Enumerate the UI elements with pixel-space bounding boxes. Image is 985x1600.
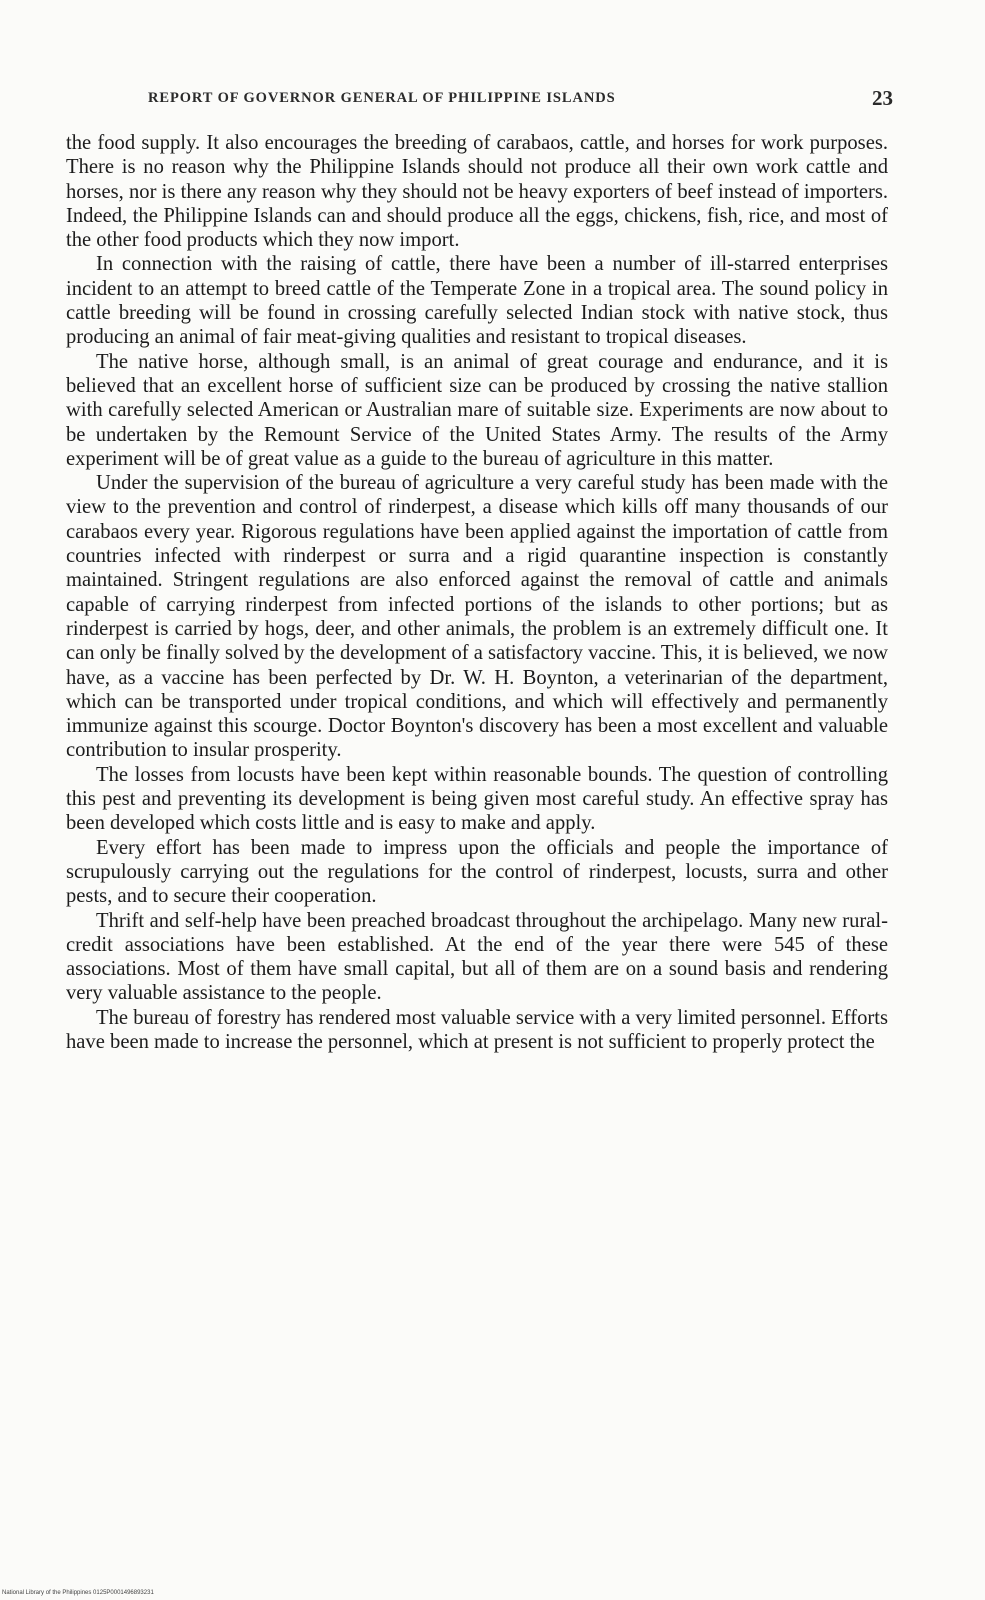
- paragraph-native-horse: The native horse, although small, is an animal of great courage and endurance, and it is believed that an excellent horse of sufficient size can be produced by crossing the native stallion with carefully selected American or Australian mare of suitable size. Experiments are now about to be undertaken by the Remount Service of the United States Army. The results of the Army experiment will be of great value as a guide to the bureau of agriculture in this matter.: [66, 350, 888, 470]
- paragraph-forestry: The bureau of forestry has rendered most valuable service with a very limited personnel. Efforts have been made to increase the personnel, which at present is not sufficient to properly protect the: [66, 1006, 888, 1053]
- running-head: REPORT OF GOVERNOR GENERAL OF PHILIPPINE ISLANDS: [148, 90, 616, 106]
- paragraph-rinderpest: Under the supervision of the bureau of agriculture a very careful study has been made with the view to the prevention and control of rinderpest, a disease which kills off many thousands of our carabaos every year. Rigorous regulations have been applied against the importation of cattle from countries infected with rinderpest or surra and a rigid quarantine inspection is constantly maintained. Stringent regulations are also enforced against the removal of cattle and animals capable of carrying rinderpest from infected portions of the islands to other portions; but as rinderpest is carried by hogs, deer, and other animals, the problem is an extremely difficult one. It can only be finally solved by the development of a satisfactory vaccine. This, it is believed, we now have, as a vaccine has been perfected by Dr. W. H. Boynton, a veterinarian of the department, which can be transported under tropical conditions, and which will effectively and permanently immunize against this scourge. Doctor Boynton's discovery has been a most excellent and valuable contribution to insular prosperity.: [66, 472, 888, 762]
- body-text: [66, 131, 888, 1054]
- page-number: 23: [872, 86, 893, 110]
- paragraph-cattle-raising: In connection with the raising of cattle, there have been a number of ill-starred enterprises incident to an attempt to breed cattle of the Temperate Zone in a tropical area. The sound policy in cattle breeding will be found in crossing carefully selected Indian stock with native stock, thus producing an animal of fair meat-giving qualities and resistant to tropical diseases.: [66, 253, 888, 349]
- page-header: [148, 86, 893, 112]
- paragraph-rural-credit: Thrift and self-help have been preached broadcast throughout the archipelago. Many new rural-credit associations have been established. At the end of the year there were 545 of these associations. Most of them have small capital, but all of them are on a sound basis and rendering very valuable assistance to the people.: [66, 909, 888, 1005]
- scan-footer-note: National Library of the Philippines 0125P0001496893231: [2, 1590, 154, 1596]
- paragraph-locusts: The losses from locusts have been kept within reasonable bounds. The question of controlling this pest and preventing its development is being given most careful study. An effective spray has been developed which costs little and is easy to make and apply.: [66, 763, 888, 835]
- paragraph-food-supply: the food supply. It also encourages the breeding of carabaos, cattle, and horses for work purposes. There is no reason why the Philippine Islands should not produce all their own work cattle and horses, nor is there any reason why they should not be heavy exporters of beef instead of importers. Indeed, the Philippine Islands can and should produce all the eggs, chickens, fish, rice, and most of the other food products which they now import.: [66, 132, 888, 252]
- paragraph-cooperation: Every effort has been made to impress upon the officials and people the importance of scrupulously carrying out the regulations for the control of rinderpest, locusts, surra and other pests, and to secure their cooperation.: [66, 836, 888, 908]
